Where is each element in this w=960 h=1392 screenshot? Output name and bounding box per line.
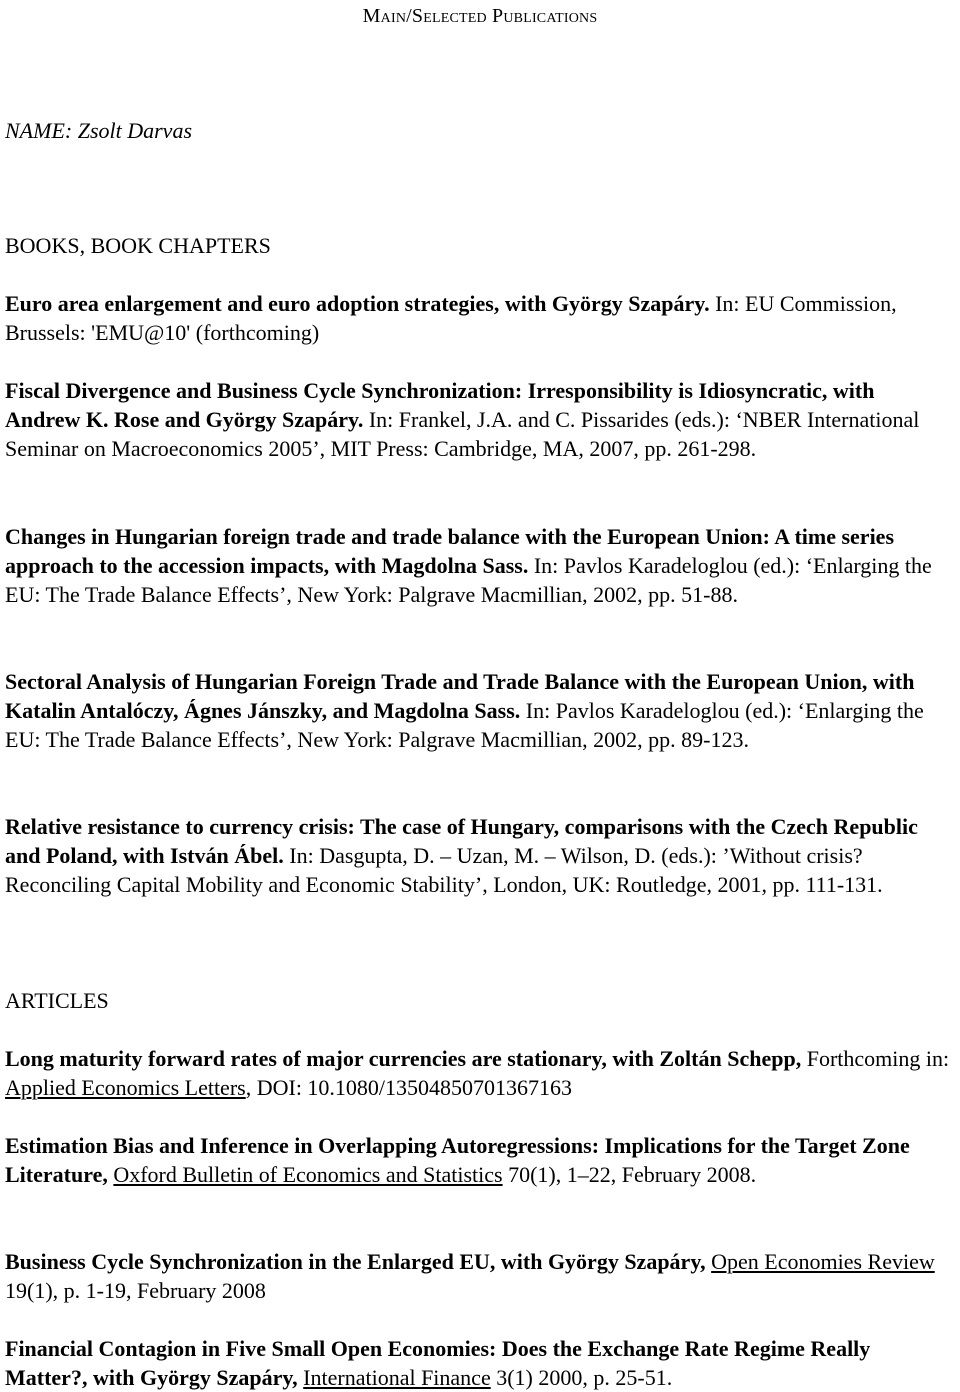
journal-link[interactable]: Oxford Bulletin of Economics and Statistics — [113, 1162, 503, 1187]
article-details: , DOI: 10.1080/13504850701367163 — [245, 1075, 573, 1100]
article-details: 70(1), 1–22, February 2008. — [502, 1162, 757, 1187]
article-entry-4 — [5, 1334, 950, 1392]
article-title: Estimation Bias and Inference in Overlapping Autoregressions: Implications for the Target Zone Literature, — [5, 1133, 910, 1187]
article-entry-3 — [5, 1247, 950, 1305]
book-title: Changes in Hungarian foreign trade and trade balance with the European Union: A time series approach to the accession impacts, with Magdolna Sass. — [5, 524, 895, 578]
articles-section-heading: ARTICLES — [5, 988, 109, 1013]
book-title: Relative resistance to currency crisis: The case of Hungary, comparisons with the Czech Republic and Poland, with István Ábel. — [5, 814, 918, 868]
page-header-title: Main/Selected Publications — [362, 5, 598, 27]
books-section-heading: BOOKS, BOOK CHAPTERS — [5, 233, 271, 258]
book-citation: In: Pavlos Karadeloglou (ed.): ‘Enlarging the EU: The Trade Balance Effects’, New York: Palgrave Macmillian, 2002, pp. 51-88. — [5, 553, 932, 607]
journal-link[interactable]: Open Economies Review — [711, 1249, 935, 1274]
author-name: NAME: Zsolt Darvas — [5, 118, 192, 143]
article-prefix: Forthcoming in: — [801, 1046, 950, 1071]
book-citation: In: Pavlos Karadeloglou (ed.): ‘Enlarging the EU: The Trade Balance Effects’, New York: Palgrave Macmillian, 2002, pp. 89-123. — [5, 698, 924, 752]
book-entry-2 — [5, 376, 950, 463]
journal-link[interactable]: Applied Economics Letters — [5, 1075, 246, 1100]
article-title: Long maturity forward rates of major currencies are stationary, with Zoltán Schepp, — [5, 1046, 802, 1071]
journal-link[interactable]: International Finance — [303, 1365, 491, 1390]
article-title: Financial Contagion in Five Small Open Economies: Does the Exchange Rate Regime Really Matter?, with György Szapáry, — [5, 1336, 871, 1390]
article-details: 19(1), p. 1-19, February 2008 — [5, 1278, 266, 1303]
book-citation: In: Frankel, J.A. and C. Pissarides (eds.): ‘NBER International Seminar on Macroeconomics 2005’, MIT Press: Cambridge, MA, 2007, pp. 261-298. — [5, 407, 920, 461]
article-title: Business Cycle Synchronization in the Enlarged EU, with György Szapáry, — [5, 1249, 706, 1274]
article-details: 3(1) 2000, p. 25-51. — [490, 1365, 673, 1390]
article-entry-1 — [5, 1044, 950, 1102]
book-title: Fiscal Divergence and Business Cycle Synchronization: Irresponsibility is Idiosyncratic, with Andrew K. Rose and György Szapáry. — [5, 378, 875, 432]
book-title: Sectoral Analysis of Hungarian Foreign Trade and Trade Balance with the European Union, with Katalin Antalóczy, Ágnes Jánszky, and Magdolna Sass. — [5, 669, 915, 723]
book-entry-4 — [5, 667, 950, 754]
book-entry-1 — [5, 289, 950, 347]
book-citation: In: EU Commission, Brussels: 'EMU@10' (forthcoming) — [5, 291, 897, 345]
article-entry-2 — [5, 1131, 950, 1189]
book-entry-3 — [5, 522, 950, 609]
book-title: Euro area enlargement and euro adoption strategies, with György Szapáry. — [5, 291, 710, 316]
book-citation: In: Dasgupta, D. – Uzan, M. – Wilson, D. (eds.): ’Without crisis? Reconciling Capital Mobility and Economic Stability’, London, UK: Routledge, 2001, pp. 111-131. — [5, 843, 883, 897]
book-entry-5 — [5, 812, 950, 899]
